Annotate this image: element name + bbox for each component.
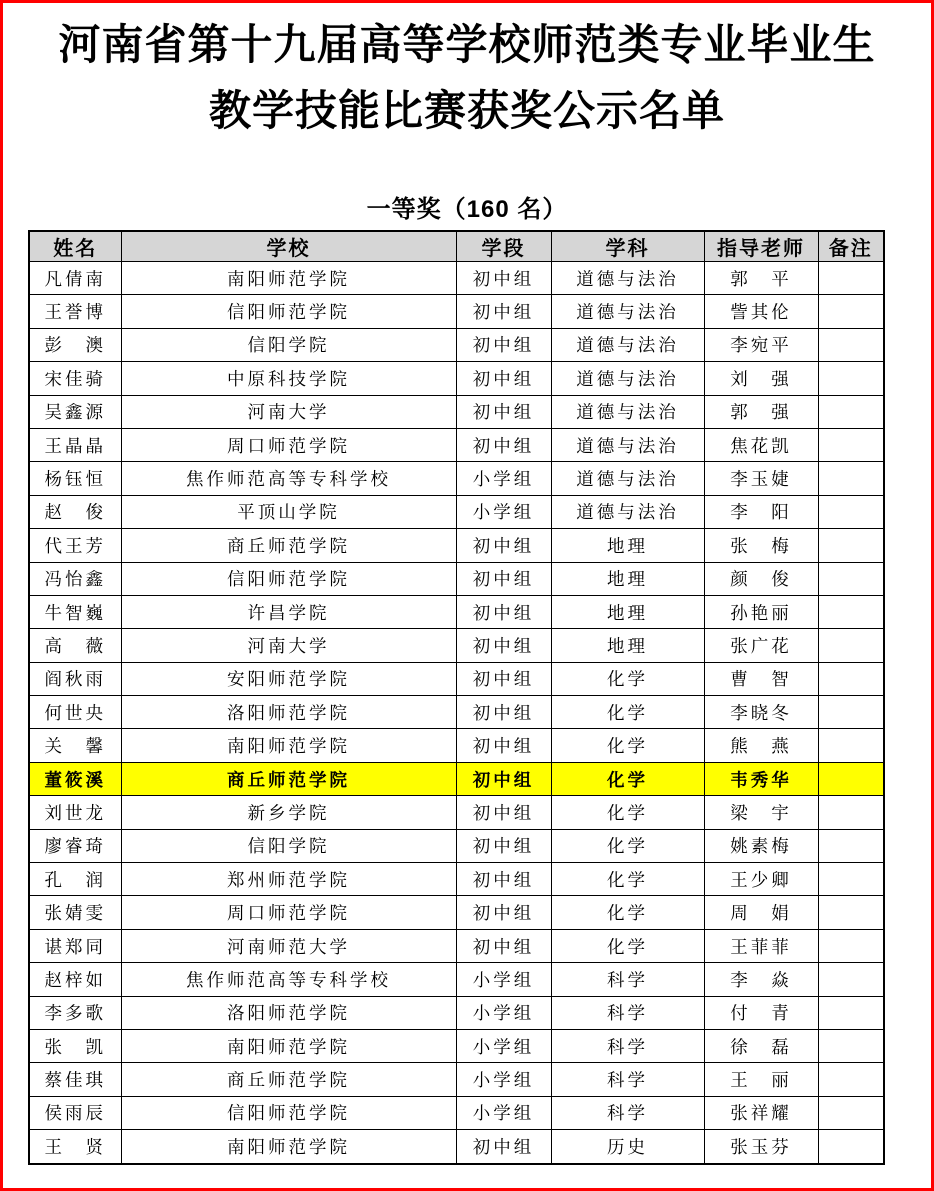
cell-advisor: 李宛平 (704, 328, 818, 361)
cell-name: 王晶晶 (29, 428, 121, 461)
table-row (29, 896, 884, 929)
cell-advisor: 徐 磊 (704, 1029, 818, 1062)
cell-remark (818, 896, 884, 929)
cell-stage: 初中组 (456, 829, 551, 862)
cell-stage: 小学组 (456, 996, 551, 1029)
cell-name: 高 薇 (29, 629, 121, 662)
cell-name: 彭 澳 (29, 328, 121, 361)
table-row (29, 996, 884, 1029)
cell-name: 董筱溪 (29, 762, 121, 795)
cell-stage: 小学组 (456, 1063, 551, 1096)
cell-subject: 历史 (551, 1130, 704, 1164)
table-row (29, 1096, 884, 1129)
cell-advisor: 颜 俊 (704, 562, 818, 595)
cell-remark (818, 762, 884, 795)
cell-advisor: 熊 燕 (704, 729, 818, 762)
cell-stage: 初中组 (456, 796, 551, 829)
cell-name: 谌郑同 (29, 929, 121, 962)
document-title (3, 13, 931, 145)
cell-advisor: 张广花 (704, 629, 818, 662)
cell-remark (818, 595, 884, 628)
cell-remark (818, 996, 884, 1029)
table-row (29, 1029, 884, 1062)
cell-stage: 小学组 (456, 462, 551, 495)
cell-school: 周口师范学院 (121, 428, 456, 461)
cell-school: 信阳师范学院 (121, 1096, 456, 1129)
cell-subject: 地理 (551, 595, 704, 628)
cell-remark (818, 696, 884, 729)
cell-remark (818, 863, 884, 896)
cell-subject: 道德与法治 (551, 362, 704, 395)
cell-stage: 小学组 (456, 495, 551, 528)
column-header-school: 学校 (121, 231, 456, 262)
cell-advisor: 刘 强 (704, 362, 818, 395)
award-table (28, 230, 885, 1165)
cell-stage: 初中组 (456, 362, 551, 395)
cell-school: 洛阳师范学院 (121, 996, 456, 1029)
cell-subject: 化学 (551, 696, 704, 729)
cell-subject: 科学 (551, 996, 704, 1029)
award-table-body (29, 262, 884, 1164)
cell-subject: 化学 (551, 863, 704, 896)
cell-school: 新乡学院 (121, 796, 456, 829)
cell-subject: 科学 (551, 1029, 704, 1062)
cell-subject: 地理 (551, 629, 704, 662)
cell-subject: 地理 (551, 562, 704, 595)
cell-name: 王 贤 (29, 1130, 121, 1164)
cell-advisor: 王菲菲 (704, 929, 818, 962)
cell-stage: 初中组 (456, 929, 551, 962)
cell-remark (818, 462, 884, 495)
cell-name: 李多歌 (29, 996, 121, 1029)
cell-advisor: 王少卿 (704, 863, 818, 896)
cell-school: 洛阳师范学院 (121, 696, 456, 729)
cell-school: 焦作师范高等专科学校 (121, 963, 456, 996)
cell-stage: 小学组 (456, 1029, 551, 1062)
cell-school: 信阳学院 (121, 328, 456, 361)
column-header-name: 姓名 (29, 231, 121, 262)
cell-remark (818, 1029, 884, 1062)
cell-school: 商丘师范学院 (121, 529, 456, 562)
cell-advisor: 周 娟 (704, 896, 818, 929)
cell-subject: 道德与法治 (551, 328, 704, 361)
table-row (29, 495, 884, 528)
cell-remark (818, 529, 884, 562)
cell-remark (818, 929, 884, 962)
cell-name: 张婧雯 (29, 896, 121, 929)
cell-name: 牛智巍 (29, 595, 121, 628)
title-line-2: 教学技能比赛获奖公示名单 (208, 89, 725, 135)
cell-advisor: 韦秀华 (704, 762, 818, 795)
cell-name: 侯雨辰 (29, 1096, 121, 1129)
table-row (29, 462, 884, 495)
cell-advisor: 张 梅 (704, 529, 818, 562)
cell-remark (818, 729, 884, 762)
cell-school: 许昌学院 (121, 595, 456, 628)
cell-subject: 道德与法治 (551, 395, 704, 428)
cell-remark (818, 362, 884, 395)
cell-name: 刘世龙 (29, 796, 121, 829)
cell-stage: 初中组 (456, 562, 551, 595)
cell-remark (818, 662, 884, 695)
cell-stage: 初中组 (456, 1130, 551, 1164)
cell-subject: 化学 (551, 662, 704, 695)
cell-stage: 初中组 (456, 896, 551, 929)
cell-advisor: 李 阳 (704, 495, 818, 528)
table-row (29, 863, 884, 896)
table-row (29, 963, 884, 996)
cell-name: 蔡佳琪 (29, 1063, 121, 1096)
cell-subject: 地理 (551, 529, 704, 562)
cell-advisor: 姚素梅 (704, 829, 818, 862)
table-row (29, 295, 884, 328)
cell-school: 焦作师范高等专科学校 (121, 462, 456, 495)
table-row (29, 1130, 884, 1164)
cell-subject: 科学 (551, 1063, 704, 1096)
cell-remark (818, 796, 884, 829)
title-line-1: 河南省第十九届高等学校师范类专业毕业生 (58, 23, 876, 69)
cell-subject: 道德与法治 (551, 462, 704, 495)
cell-school: 信阳学院 (121, 829, 456, 862)
cell-remark (818, 1063, 884, 1096)
table-row (29, 729, 884, 762)
cell-school: 商丘师范学院 (121, 762, 456, 795)
cell-name: 宋佳骑 (29, 362, 121, 395)
cell-remark (818, 262, 884, 295)
cell-advisor: 李玉婕 (704, 462, 818, 495)
cell-stage: 初中组 (456, 262, 551, 295)
column-header-advisor: 指导老师 (704, 231, 818, 262)
cell-remark (818, 829, 884, 862)
cell-name: 凡倩南 (29, 262, 121, 295)
cell-stage: 初中组 (456, 395, 551, 428)
cell-school: 南阳师范学院 (121, 262, 456, 295)
cell-subject: 道德与法治 (551, 428, 704, 461)
cell-school: 河南大学 (121, 395, 456, 428)
cell-subject: 化学 (551, 896, 704, 929)
cell-school: 信阳师范学院 (121, 295, 456, 328)
cell-stage: 初中组 (456, 428, 551, 461)
cell-stage: 初中组 (456, 863, 551, 896)
table-row (29, 328, 884, 361)
cell-subject: 科学 (551, 963, 704, 996)
table-row (29, 562, 884, 595)
cell-name: 赵 俊 (29, 495, 121, 528)
cell-school: 信阳师范学院 (121, 562, 456, 595)
cell-school: 商丘师范学院 (121, 1063, 456, 1096)
column-header-remark: 备注 (818, 231, 884, 262)
table-row (29, 1063, 884, 1096)
cell-school: 郑州师范学院 (121, 863, 456, 896)
cell-remark (818, 1130, 884, 1164)
table-row (29, 829, 884, 862)
cell-school: 南阳师范学院 (121, 729, 456, 762)
cell-name: 孔 润 (29, 863, 121, 896)
cell-advisor: 焦花凯 (704, 428, 818, 461)
cell-subject: 道德与法治 (551, 495, 704, 528)
table-row (29, 762, 884, 795)
table-row (29, 796, 884, 829)
cell-remark (818, 1096, 884, 1129)
cell-remark (818, 495, 884, 528)
table-row (29, 662, 884, 695)
cell-stage: 小学组 (456, 963, 551, 996)
cell-subject: 道德与法治 (551, 262, 704, 295)
cell-advisor: 訾其伦 (704, 295, 818, 328)
cell-advisor: 张玉芬 (704, 1130, 818, 1164)
cell-advisor: 付 青 (704, 996, 818, 1029)
cell-remark (818, 328, 884, 361)
table-row (29, 629, 884, 662)
cell-name: 王誉博 (29, 295, 121, 328)
cell-stage: 初中组 (456, 295, 551, 328)
cell-name: 关 馨 (29, 729, 121, 762)
cell-remark (818, 395, 884, 428)
cell-name: 张 凯 (29, 1029, 121, 1062)
table-row (29, 595, 884, 628)
cell-subject: 科学 (551, 1096, 704, 1129)
table-row (29, 262, 884, 295)
cell-subject: 道德与法治 (551, 295, 704, 328)
cell-remark (818, 963, 884, 996)
cell-remark (818, 629, 884, 662)
cell-advisor: 张祥耀 (704, 1096, 818, 1129)
cell-name: 冯怡鑫 (29, 562, 121, 595)
cell-subject: 化学 (551, 729, 704, 762)
cell-name: 廖睿琦 (29, 829, 121, 862)
table-row (29, 929, 884, 962)
cell-stage: 初中组 (456, 729, 551, 762)
cell-subject: 化学 (551, 762, 704, 795)
cell-advisor: 孙艳丽 (704, 595, 818, 628)
cell-school: 周口师范学院 (121, 896, 456, 929)
cell-name: 杨钰恒 (29, 462, 121, 495)
cell-school: 河南师范大学 (121, 929, 456, 962)
cell-stage: 初中组 (456, 595, 551, 628)
cell-school: 中原科技学院 (121, 362, 456, 395)
cell-subject: 化学 (551, 829, 704, 862)
cell-remark (818, 562, 884, 595)
table-header-row (29, 231, 884, 262)
cell-advisor: 王 丽 (704, 1063, 818, 1096)
column-header-stage: 学段 (456, 231, 551, 262)
cell-school: 南阳师范学院 (121, 1130, 456, 1164)
cell-stage: 初中组 (456, 696, 551, 729)
cell-stage: 初中组 (456, 328, 551, 361)
table-row (29, 362, 884, 395)
cell-name: 阎秋雨 (29, 662, 121, 695)
cell-name: 赵梓如 (29, 963, 121, 996)
cell-school: 安阳师范学院 (121, 662, 456, 695)
cell-school: 河南大学 (121, 629, 456, 662)
table-row (29, 696, 884, 729)
column-header-subject: 学科 (551, 231, 704, 262)
cell-name: 何世央 (29, 696, 121, 729)
section-heading: 一等奖（160 名） (366, 196, 568, 223)
cell-stage: 初中组 (456, 662, 551, 695)
cell-name: 代王芳 (29, 529, 121, 562)
cell-school: 南阳师范学院 (121, 1029, 456, 1062)
cell-stage: 小学组 (456, 1096, 551, 1129)
cell-remark (818, 428, 884, 461)
cell-advisor: 郭 强 (704, 395, 818, 428)
cell-subject: 化学 (551, 929, 704, 962)
cell-stage: 初中组 (456, 529, 551, 562)
table-row (29, 529, 884, 562)
cell-stage: 初中组 (456, 762, 551, 795)
cell-advisor: 李晓冬 (704, 696, 818, 729)
table-row (29, 395, 884, 428)
cell-advisor: 曹 智 (704, 662, 818, 695)
cell-advisor: 梁 宇 (704, 796, 818, 829)
cell-subject: 化学 (551, 796, 704, 829)
cell-advisor: 郭 平 (704, 262, 818, 295)
cell-remark (818, 295, 884, 328)
cell-school: 平顶山学院 (121, 495, 456, 528)
cell-advisor: 李 焱 (704, 963, 818, 996)
table-row (29, 428, 884, 461)
cell-stage: 初中组 (456, 629, 551, 662)
cell-name: 吴鑫源 (29, 395, 121, 428)
